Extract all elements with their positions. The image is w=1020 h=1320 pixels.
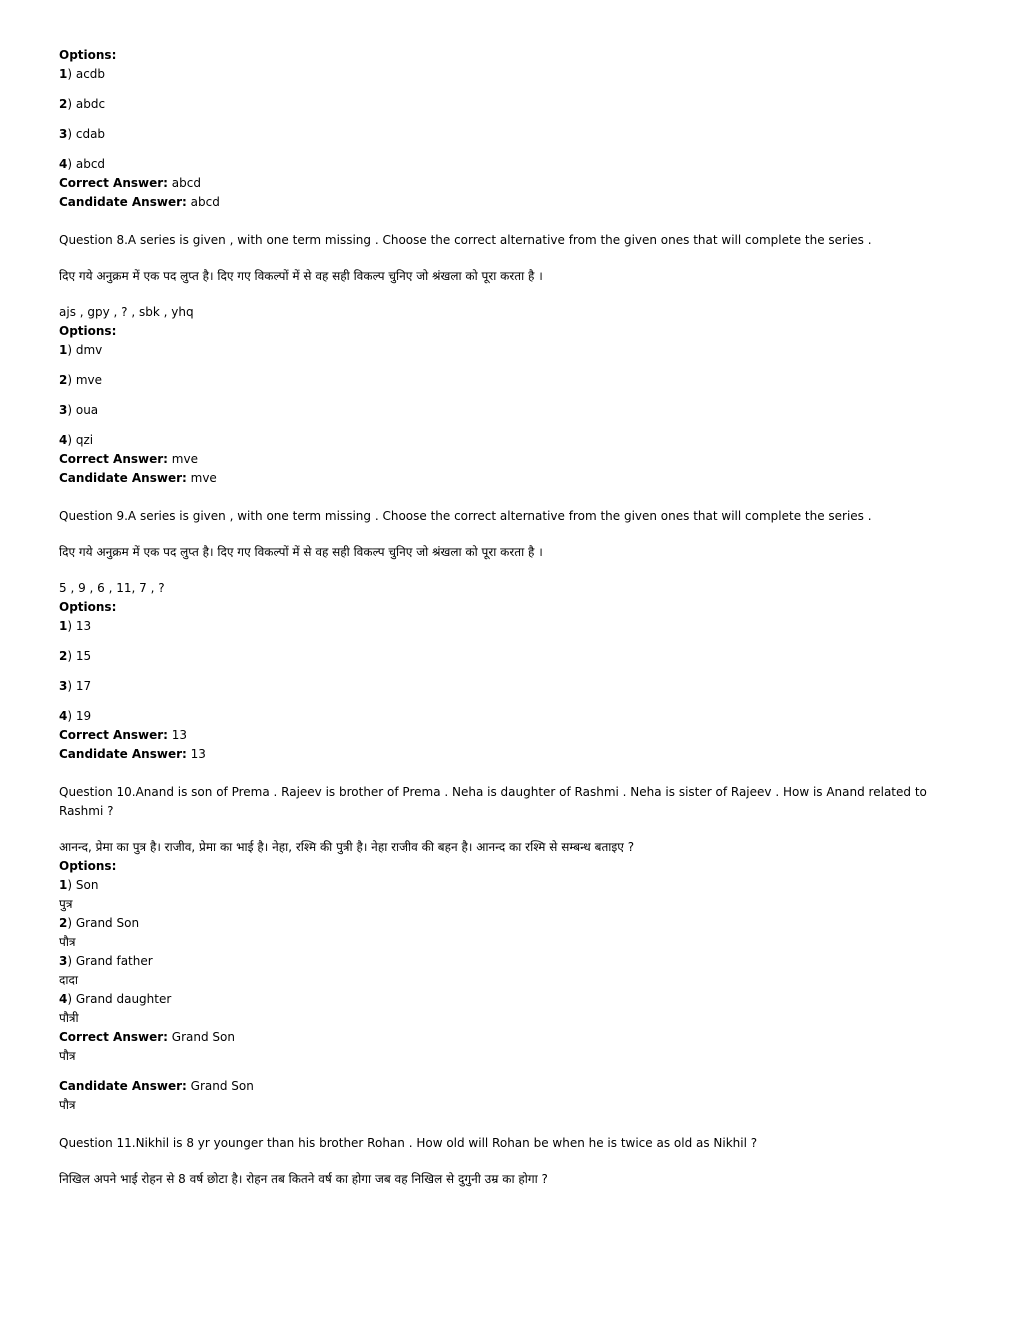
question-text-hindi: दिए गये अनुक्रम में एक पद लुप्त है। दिए गए विकल्पों में से वह सही विकल्प चुनिए जो श्रंखला को पूरा करता है । <box>59 545 543 559</box>
question-text: Question 9.A series is given , with one term missing . Choose the correct alternative from the given ones that will complete the series . <box>59 509 872 523</box>
correct-answer-hindi: पौत्र <box>59 1049 76 1063</box>
correct-answer: Correct Answer: mve <box>59 452 198 466</box>
option-4: 4) abcd <box>59 157 106 171</box>
option-2-hindi: पौत्र <box>59 935 76 949</box>
question-text: Question 10.Anand is son of Prema . Rajeev is brother of Prema . Neha is daughter of Rashmi . Neha is sister of Rajeev . How is Anand related to Rashmi ? <box>59 785 927 818</box>
question-9 <box>59 507 959 764</box>
question-10 <box>59 783 959 1115</box>
series-text: 5 , 9 , 6 , 11, 7 , ? <box>59 581 165 595</box>
options-label: Options: <box>59 600 117 614</box>
option-2: 2) abdc <box>59 97 106 111</box>
question-text-hindi: दिए गये अनुक्रम में एक पद लुप्त है। दिए गए विकल्पों में से वह सही विकल्प चुनिए जो श्रंखला को पूरा करता है । <box>59 269 543 283</box>
option-3-hindi: दादा <box>59 973 78 987</box>
options-label: Options: <box>59 324 117 338</box>
question-text: Question 11.Nikhil is 8 yr younger than his brother Rohan . How old will Rohan be when he is twice as old as Nikhil ? <box>59 1136 758 1150</box>
correct-answer: Correct Answer: Grand Son <box>59 1030 235 1044</box>
question-11 <box>59 1134 959 1189</box>
option-4: 4) qzi <box>59 433 94 447</box>
option-2: 2) Grand Son <box>59 916 140 930</box>
option-1: 1) 13 <box>59 619 92 633</box>
candidate-answer: Candidate Answer: Grand Son <box>59 1079 254 1093</box>
option-3: 3) cdab <box>59 127 106 141</box>
candidate-answer: Candidate Answer: 13 <box>59 747 206 761</box>
candidate-answer-hindi: पौत्र <box>59 1098 76 1112</box>
options-label: Options: <box>59 48 117 62</box>
option-2: 2) 15 <box>59 649 92 663</box>
q7-answers <box>59 46 959 212</box>
option-3: 3) oua <box>59 403 99 417</box>
series-text: ajs , gpy , ? , sbk , yhq <box>59 305 194 319</box>
option-1: 1) acdb <box>59 67 106 81</box>
candidate-answer: Candidate Answer: abcd <box>59 195 220 209</box>
candidate-answer: Candidate Answer: mve <box>59 471 217 485</box>
correct-answer: Correct Answer: abcd <box>59 176 201 190</box>
option-1: 1) dmv <box>59 343 103 357</box>
option-4-hindi: पौत्री <box>59 1011 79 1025</box>
option-1-hindi: पुत्र <box>59 897 73 911</box>
question-text-hindi: आनन्द, प्रेमा का पुत्र है। राजीव, प्रेमा का भाई है। नेहा, रश्मि की पुत्री है। नेहा राजीव की बहन है। आनन्द का रश्मि से सम्बन्ध बताइए ? <box>59 840 635 854</box>
option-3: 3) 17 <box>59 679 92 693</box>
option-4: 4) 19 <box>59 709 92 723</box>
question-text-hindi: निखिल अपने भाई रोहन से 8 वर्ष छोटा है। रोहन तब कितने वर्ष का होगा जब वह निखिल से दुगुनी उम्र का होगा ? <box>59 1172 548 1186</box>
options-label: Options: <box>59 859 117 873</box>
option-2: 2) mve <box>59 373 103 387</box>
question-text: Question 8.A series is given , with one term missing . Choose the correct alternative from the given ones that will complete the series . <box>59 233 872 247</box>
option-1: 1) Son <box>59 878 99 892</box>
question-8 <box>59 231 959 488</box>
exam-page <box>59 46 959 1189</box>
correct-answer: Correct Answer: 13 <box>59 728 188 742</box>
option-4: 4) Grand daughter <box>59 992 172 1006</box>
option-3: 3) Grand father <box>59 954 153 968</box>
